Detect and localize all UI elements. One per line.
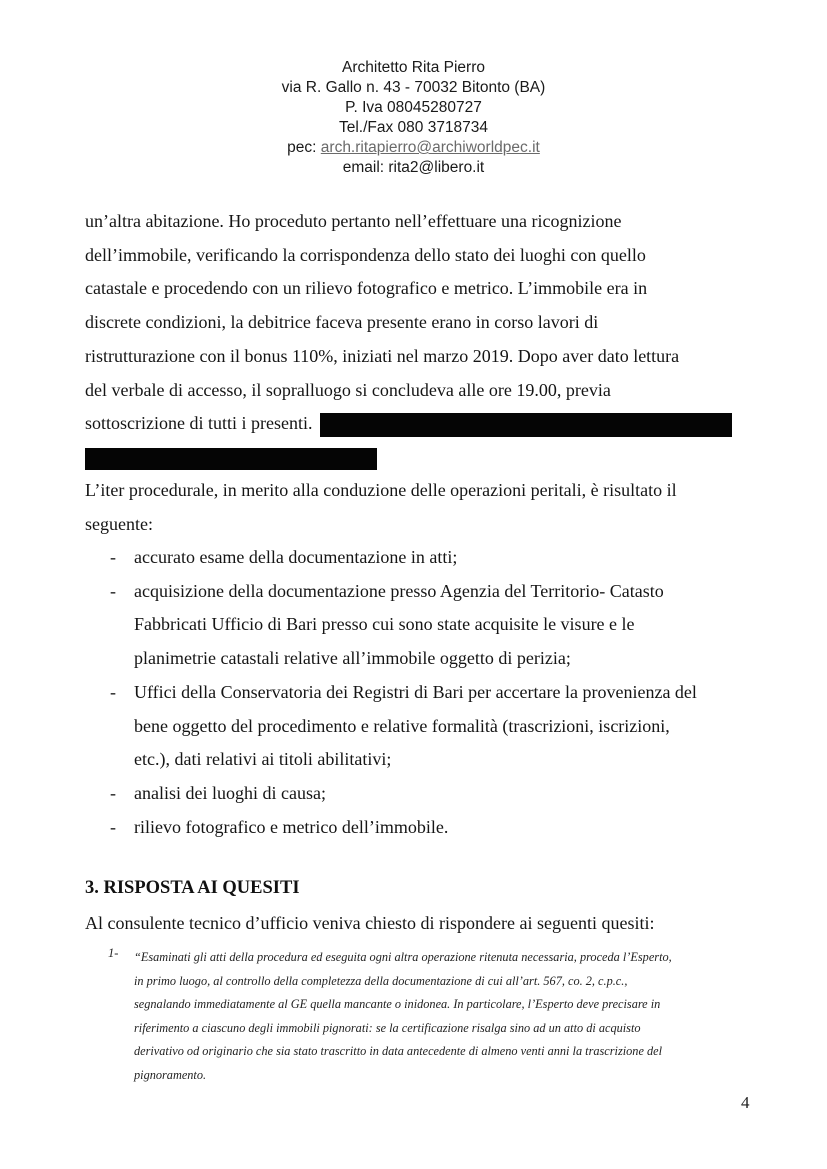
list-item: - analisi dei luoghi di causa; xyxy=(85,777,755,811)
pec-label: pec: xyxy=(287,139,317,156)
paragraph-inspection xyxy=(85,205,755,475)
redaction-bar xyxy=(320,413,732,437)
email-line: email: rita2@libero.it xyxy=(342,159,485,176)
paragraph-line: un’altra abitazione. Ho proceduto pertanto nell’effettuare una ricognizione xyxy=(85,211,622,231)
list-dash: - xyxy=(110,547,116,567)
paragraph-line: ristrutturazione con il bonus 110%, iniziati nel marzo 2019. Dopo aver dato lettura xyxy=(85,345,680,366)
quote-line: derivativo od originario che sia stato trascritto in data antecedente di almeno venti anni la trascrizione del xyxy=(134,1044,663,1058)
paragraph-line: L’iter procedurale, in merito alla conduzione delle operazioni peritali, è risultato il xyxy=(85,480,677,500)
section-heading: 3. RISPOSTA AI QUESITI xyxy=(85,878,300,898)
quote-line: pignoramento. xyxy=(134,1067,207,1082)
list-item: - acquisizione della documentazione presso Agenzia del Territorio- Catasto Fabbricati Ufficio di Bari presso cui sono state acquisite le visure e le planimetrie catastali relative all’immobile oggetto di perizia; xyxy=(85,575,755,676)
pec-address-link[interactable]: arch.ritapierro@archiworldpec.it xyxy=(320,139,540,156)
quote-line: riferimento a ciascuno degli immobili pignorati: se la certificazione risalga sino ad un atto di acquisto xyxy=(134,1020,641,1035)
redaction-line xyxy=(85,441,755,475)
quote-line: segnalando immediatamente al GE quella mancante o inidonea. In particolare, l’Esperto deve precisare in xyxy=(134,997,661,1011)
question-number: 1- xyxy=(108,946,119,960)
quote-line: “Esaminati gli atti della procedura ed eseguita ogni altra operazione ritenuta necessaria, proceda l’Esperto, xyxy=(134,950,672,964)
steps-list xyxy=(85,541,755,844)
list-dash: - xyxy=(110,580,116,601)
address: via R. Gallo n. 43 - 70032 Bitonto (BA) xyxy=(281,79,546,96)
section-intro: Al consulente tecnico d’ufficio veniva chiesto di rispondere ai seguenti quesiti: xyxy=(85,913,655,933)
paragraph-line: del verbale di accesso, il sopralluogo si concludeva alle ore 19.00, previa xyxy=(85,379,611,400)
paragraph-line: seguente: xyxy=(85,513,153,534)
list-dash: - xyxy=(110,782,116,803)
paragraph-line: sottoscrizione di tutti i presenti. xyxy=(85,413,313,434)
vat-number: P. Iva 08045280727 xyxy=(345,99,482,116)
list-item: - Uffici della Conservatoria dei Registri di Bari per accertare la provenienza del bene oggetto del procedimento e relative formalità (trascrizioni, iscrizioni, etc.), dati relativi ai titoli abilitativi; xyxy=(85,676,755,777)
pec-line xyxy=(0,138,827,158)
letterhead xyxy=(0,58,827,178)
list-dash: - xyxy=(110,816,116,837)
list-dash: - xyxy=(110,681,116,702)
paragraph-line: catastale e procedendo con un rilievo fotografico e metrico. L’immobile era in xyxy=(85,278,648,299)
paragraph-line: discrete condizioni, la debitrice faceva presente erano in corso lavori di xyxy=(85,312,599,333)
redaction-bar xyxy=(85,448,377,470)
paragraph-iter xyxy=(85,474,755,541)
paragraph-line: dell’immobile, verificando la corrispondenza dello stato dei luoghi con quello xyxy=(85,244,646,265)
page-number: 4 xyxy=(741,1093,750,1112)
quote-line: in primo luogo, al controllo della completezza della documentazione di cui all’art. 567, co. 2, c.p.c., xyxy=(134,973,628,988)
architect-name: Architetto Rita Pierro xyxy=(342,59,485,76)
tel-fax: Tel./Fax 080 3718734 xyxy=(338,119,489,136)
paragraph-line-with-redaction xyxy=(85,407,755,441)
list-item: - accurato esame della documentazione in atti; xyxy=(85,541,755,575)
question-quote xyxy=(134,946,746,1087)
list-item: - rilievo fotografico e metrico dell’immobile. xyxy=(85,811,755,845)
